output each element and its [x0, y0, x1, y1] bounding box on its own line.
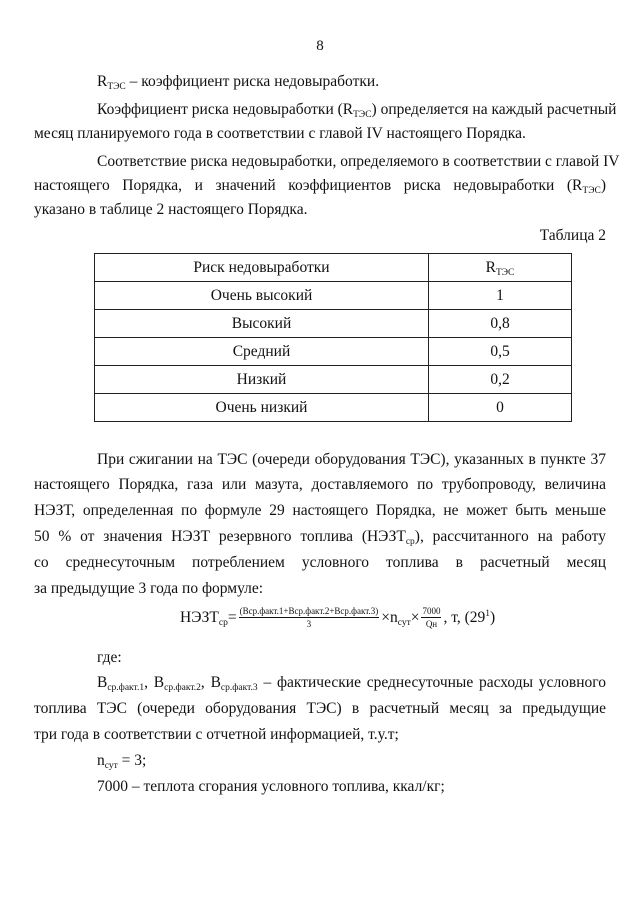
formula-fraction-heat: $\frac{7000}{Qн}$	[422, 606, 441, 629]
value-cell: 0	[429, 394, 572, 422]
value-cell: 0,8	[429, 310, 572, 338]
paragraph-combustion-line-3: НЭЗТ, определенная по формуле 29 настоящего Порядка, не может быть меньше	[34, 502, 606, 519]
paragraph-combustion-line-4: 50 % от значения НЭЗТ резервного топлива $(НЭЗТ_{ср})$, рассчитанного на работу	[34, 528, 606, 547]
definition-n-sut: $n_{сут} = 3$;	[97, 752, 147, 771]
header-risk: Риск недовыработки	[95, 254, 429, 282]
definition-7000: 7000 – теплота сгорания условного топлива, ккал/кг;	[97, 778, 445, 795]
paragraph-combustion-line-1: При сжигании на ТЭС (очереди оборудования ТЭС), указанных в пункте 37	[97, 451, 606, 468]
paragraph-consumption-line-2: топлива ТЭС (очереди оборудования ТЭС) в расчетный месяц за предыдущие	[34, 700, 606, 717]
value-cell: 1	[429, 282, 572, 310]
value-cell: 0,2	[429, 366, 572, 394]
formula-29-1: $НЭЗТ_{ср}=$ $\frac{\text{(Bср.факт.1+Bср.факт.2+Bср.факт.3)}}{3}$ $\times n_{сут}\times$ $\frac{7000}{Qн}$ , т, $(29^1)$	[180, 606, 496, 629]
table-row	[95, 394, 572, 422]
formula-nsut: $\times n_{сут}\times$	[381, 608, 420, 628]
where-label: где:	[97, 649, 122, 666]
risk-cell: Высокий	[95, 310, 429, 338]
table-header-row	[95, 254, 572, 282]
table-row	[95, 282, 572, 310]
risk-coefficient-table	[94, 253, 572, 422]
paragraph-combustion-line-6: за предыдущие 3 года по формуле:	[34, 580, 264, 597]
paragraph-combustion-line-2: настоящего Порядка, газа или мазута, доставляемого по трубопроводу, величина	[34, 476, 606, 493]
paragraph-correspondence-line-2: настоящего Порядка, и значений коэффициентов риска недовыработки $(R_{ТЭС})$	[34, 177, 606, 196]
risk-cell: Очень высокий	[95, 282, 429, 310]
formula-fraction-consumption: $\frac{\text{(Bср.факт.1+Bср.факт.2+Bср.факт.3)}}{3}$	[239, 606, 379, 629]
table-row	[95, 310, 572, 338]
risk-cell: Средний	[95, 338, 429, 366]
header-r-tes: $R_{ТЭС}$	[429, 254, 572, 282]
paragraph-combustion-line-5: со среднесуточным потреблением условного топлива в расчетный месяц	[34, 554, 606, 571]
risk-cell: Низкий	[95, 366, 429, 394]
definition-r-tes: $R_{ТЭС}$ – коэффициент риска недовыработки.	[97, 73, 380, 92]
page-number: 8	[316, 38, 324, 54]
paragraph-consumption-line-3: три года в соответствии с отчетной информацией, т.у.т;	[34, 726, 399, 743]
value-cell: 0,5	[429, 338, 572, 366]
risk-cell: Очень низкий	[95, 394, 429, 422]
table-row	[95, 338, 572, 366]
paragraph-consumption-line-1: $B_{ср.факт.1}$, $B_{ср.факт.2}$, $B_{ср.факт.3}$ – фактические среднесуточные расходы условного	[97, 674, 607, 693]
paragraph-correspondence-line-1: Соответствие риска недовыработки, определяемого в соответствии с главой IV	[97, 153, 620, 170]
paragraph-coefficient-line-2: месяц планируемого года в соответствии с главой IV настоящего Порядка.	[34, 125, 526, 142]
formula-tail: , т, $(29^1)$	[443, 608, 496, 626]
table-caption: Таблица 2	[539, 227, 606, 244]
paragraph-correspondence-line-3: указано в таблице 2 настоящего Порядка.	[34, 201, 308, 218]
formula-lhs: $НЭЗТ_{ср}$	[180, 608, 228, 628]
paragraph-coefficient-line-1: Коэффициент риска недовыработки $(R_{ТЭС})$ определяется на каждый расчетный	[97, 101, 617, 120]
table-row	[95, 366, 572, 394]
